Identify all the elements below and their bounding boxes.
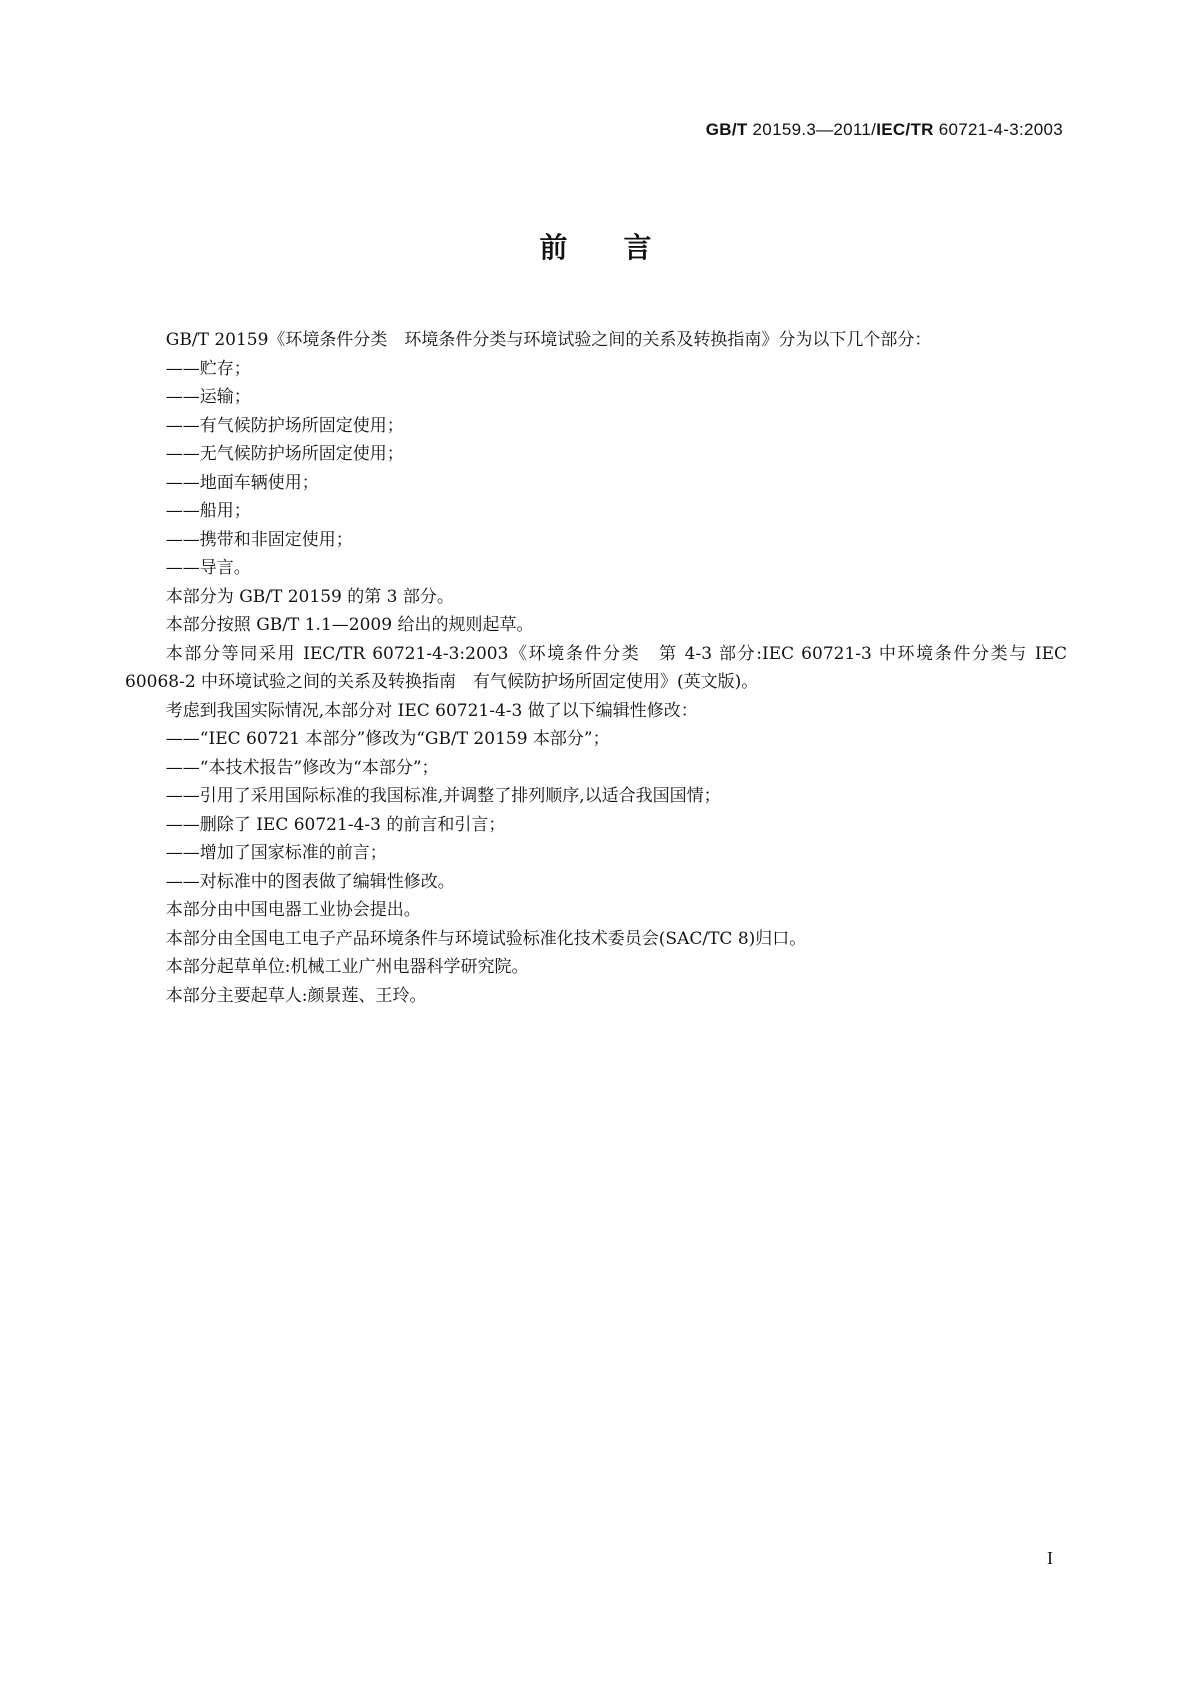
standard-number-iec-part: 60721-4-3:2003 — [933, 120, 1063, 139]
paragraph: 考虑到我国实际情况,本部分对 IEC 60721-4-3 做了以下编辑性修改： — [165, 700, 698, 721]
paragraph: GB/T 20159《环境条件分类 环境条件分类与环境试验之间的关系及转换指南》分为以下几个部分： — [165, 330, 932, 350]
paragraph: 本部分由中国电器工业协会提出。 — [165, 900, 421, 920]
standard-number-gbt: GB/T — [705, 120, 748, 139]
foreword-body — [125, 326, 1067, 1010]
paragraph: 本部分由全国电工电子产品环境条件与环境试验标准化技术委员会(SAC/TC 8)归口。 — [165, 928, 807, 949]
list-item: ——贮存； — [165, 358, 251, 379]
list-item: ——携带和非固定使用； — [165, 529, 353, 550]
list-item: ——船用； — [165, 501, 251, 521]
paragraph: 本部分主要起草人:颜景莲、王玲。 — [165, 985, 427, 1006]
list-item: ——引用了采用国际标准的我国标准,并调整了排列顺序,以适合我国国情； — [165, 786, 721, 806]
list-item: ——增加了国家标准的前言； — [165, 843, 387, 863]
list-item: ——无气候防护场所固定使用； — [165, 444, 404, 464]
paragraph: 本部分按照 GB/T 1.1—2009 给出的规则起草。 — [165, 615, 534, 635]
list-item: ——有气候防护场所固定使用； — [165, 415, 404, 436]
standard-number-part: 20159.3—2011/ — [747, 120, 877, 139]
list-item: ——运输； — [165, 387, 251, 407]
list-item: ——导言。 — [165, 558, 251, 578]
paragraph: 本部分起草单位:机械工业广州电器科学研究院。 — [165, 957, 529, 977]
list-item: ——对标准中的图表做了编辑性修改。 — [165, 871, 455, 892]
page-title: 前言 — [539, 231, 708, 264]
list-item: ——地面车辆使用； — [165, 472, 319, 493]
paragraph: 本部分等同采用 IEC/TR 60721-4-3:2003《环境条件分类 第 4-3 部分:IEC 60721-3 中环境条件分类与 IEC 60068-2 中环境试验之间的关系及转换指南 有气候防护场所固定使用》(英文版)。 — [125, 643, 1067, 692]
standard-number-iec: IEC/TR — [876, 120, 934, 139]
page-number: I — [1047, 1548, 1053, 1568]
list-item: ——“IEC 60721 本部分”修改为“GB/T 20159 本部分”； — [165, 729, 610, 749]
list-item: ——“本技术报告”修改为“本部分”； — [165, 757, 439, 778]
standard-number — [706, 120, 1063, 140]
paragraph: 本部分为 GB/T 20159 的第 3 部分。 — [165, 586, 454, 607]
list-item: ——删除了 IEC 60721-4-3 的前言和引言； — [165, 814, 506, 835]
